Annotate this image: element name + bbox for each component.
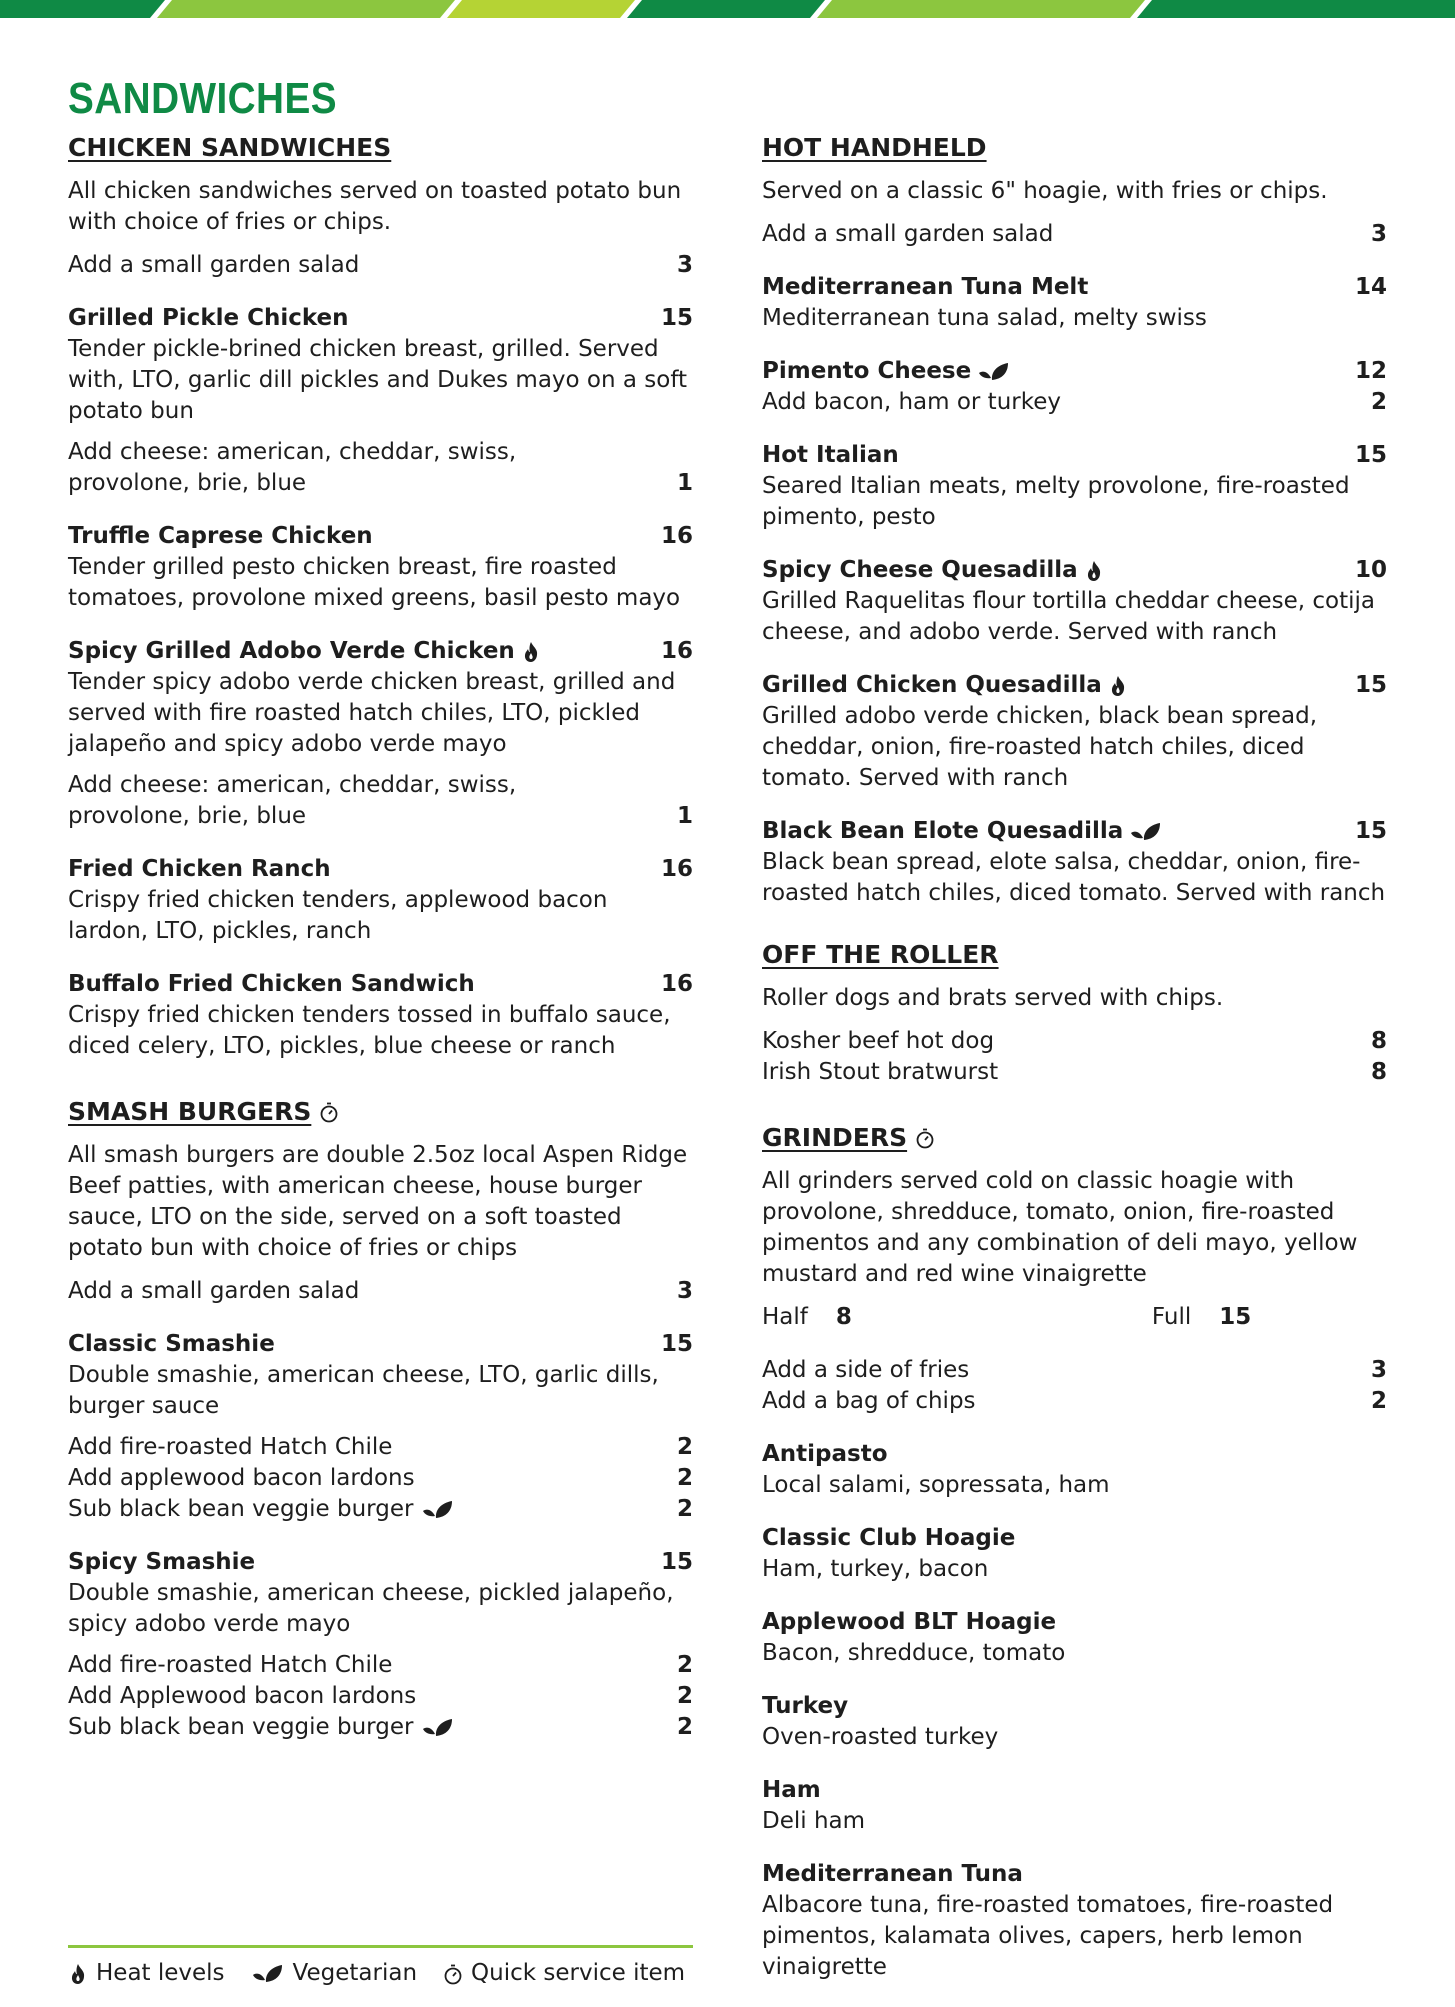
- item-price: 15: [660, 305, 693, 331]
- item-description: Black bean spread, elote salsa, cheddar, onion, fire-roasted hatch chiles, diced tomato. Served with ranch: [762, 849, 1386, 906]
- section-intro: All smash burgers are double 2.5oz local Aspen Ridge Beef patties, with american cheese, house burger sauce, LTO on the side, served on a soft toasted potato bun with choice of fries or chips: [68, 1142, 688, 1261]
- item-description: Deli ham: [762, 1808, 866, 1834]
- menu-item: [68, 1547, 693, 1743]
- section-intro: Roller dogs and brats served with chips.: [762, 985, 1224, 1011]
- menu-item: [762, 816, 1387, 909]
- item-name: Grilled Pickle Chicken: [68, 305, 349, 331]
- item-price: 15: [1354, 442, 1387, 468]
- item-description: Tender grilled pesto chicken breast, fire roasted tomatoes, provolone mixed greens, basil pesto mayo: [68, 554, 681, 611]
- menu-item: [762, 1859, 1387, 1983]
- item-description: Albacore tuna, fire-roasted tomatoes, fire-roasted pimentos, kalamata olives, capers, herb lemon vinaigrette: [762, 1892, 1334, 1980]
- menu-item: [762, 1691, 1387, 1753]
- section-grinders: [762, 1122, 1387, 1983]
- item-description: Tender pickle-brined chicken breast, grilled. Served with, LTO, garlic dill pickles and Dukes mayo on a soft potato bun: [68, 336, 688, 424]
- item-description: Crispy fried chicken tenders tossed in buffalo sauce, diced celery, LTO, pickles, blue cheese or ranch: [68, 1002, 671, 1059]
- menu-item: [68, 1329, 693, 1525]
- item-name: Ham: [762, 1777, 821, 1803]
- salad-addon: Add a small garden salad 3: [68, 1278, 693, 1304]
- item-price: 12: [1354, 358, 1387, 384]
- right-column: [762, 132, 1387, 2007]
- item-description: Crispy fried chicken tenders, applewood bacon lardon, LTO, pickles, ranch: [68, 887, 608, 944]
- item-name: Spicy Grilled Adobo Verde Chicken: [68, 638, 515, 664]
- item-description: Local salami, sopressata, ham: [762, 1472, 1110, 1498]
- section-smash-burgers: [68, 1096, 693, 1743]
- item-description: Grilled adobo verde chicken, black bean spread, cheddar, onion, fire-roasted hatch chiles, diced tomato. Served with ranch: [762, 703, 1318, 791]
- item-name: Pimento Cheese: [762, 358, 972, 384]
- item-name: Classic Smashie: [68, 1331, 275, 1357]
- section-heading: CHICKEN SANDWICHES: [68, 133, 392, 162]
- size-prices: Half 8 Full 15: [762, 1304, 1252, 1330]
- leaf-icon: [421, 1717, 455, 1739]
- item-name: Black Bean Elote Quesadilla: [762, 818, 1124, 844]
- item-description: Ham, turkey, bacon: [762, 1556, 989, 1582]
- stopwatch-icon: [915, 1127, 935, 1149]
- legend-vegetarian-label: Vegetarian: [292, 1960, 418, 1986]
- item-name: Applewood BLT Hoagie: [762, 1609, 1057, 1635]
- menu-item: [762, 1775, 1387, 1837]
- menu-item: [68, 854, 693, 947]
- item-name: Mediterranean Tuna: [762, 1861, 1023, 1887]
- list-item: Kosher beef hot dog 8: [762, 1028, 1387, 1054]
- cheese-addon: Add cheese: american, cheddar, swiss, provolone, brie, blue 1: [68, 439, 693, 496]
- item-name: Spicy Smashie: [68, 1549, 256, 1575]
- item-description: Double smashie, american cheese, pickled jalapeño, spicy adobo verde mayo: [68, 1580, 674, 1637]
- item-description: Oven-roasted turkey: [762, 1724, 999, 1750]
- item-price: 10: [1354, 557, 1387, 583]
- menu-item: [68, 636, 693, 832]
- flame-icon: [1084, 560, 1104, 582]
- item-name: Hot Italian: [762, 442, 899, 468]
- addon-list: Add fire-roasted Hatch Chile 2 Add Applewood bacon lardons 2 Sub black bean veggie burger 2: [68, 1652, 693, 1740]
- item-price: 14: [1354, 274, 1387, 300]
- leaf-icon: [251, 1963, 285, 1985]
- menu-item: [762, 272, 1387, 334]
- item-price: 16: [660, 971, 693, 997]
- section-intro: Served on a classic 6" hoagie, with fries or chips.: [762, 178, 1328, 204]
- item-description: Double smashie, american cheese, LTO, garlic dills, burger sauce: [68, 1362, 659, 1419]
- menu-item: [762, 440, 1387, 533]
- stopwatch-icon: [319, 1101, 339, 1123]
- item-price: 16: [660, 638, 693, 664]
- item-name: Mediterranean Tuna Melt: [762, 274, 1089, 300]
- left-column: [68, 132, 693, 1767]
- icon-legend: [68, 1958, 685, 1989]
- item-name: Grilled Chicken Quesadilla: [762, 672, 1102, 698]
- section-heading: SMASH BURGERS: [68, 1096, 693, 1128]
- menu-item: [762, 555, 1387, 648]
- menu-item: [762, 1607, 1387, 1669]
- menu-item: [762, 356, 1387, 418]
- item-description: Grilled Raquelitas flour tortilla cheddar cheese, cotija cheese, and adobo verde. Served with ranch: [762, 588, 1375, 645]
- flame-icon: [1108, 675, 1128, 697]
- section-off-the-roller: [762, 939, 1387, 1088]
- legend-divider: [68, 1945, 693, 1948]
- menu-item: [762, 1523, 1387, 1585]
- item-description: Bacon, shredduce, tomato: [762, 1640, 1066, 1666]
- flame-icon: [68, 1963, 88, 1985]
- item-name: Turkey: [762, 1693, 849, 1719]
- section-hot-handheld: [762, 132, 1387, 909]
- item-price: 15: [1354, 672, 1387, 698]
- item-name: Fried Chicken Ranch: [68, 856, 331, 882]
- section-intro: All grinders served cold on classic hoagie with provolone, shredduce, tomato, onion, fire-roasted pimentos and any combination of deli mayo, yellow mustard and red wine vinaigrette: [762, 1168, 1358, 1287]
- item-name: Buffalo Fried Chicken Sandwich: [68, 971, 475, 997]
- page-title: SANDWICHES: [68, 74, 338, 123]
- menu-item: [68, 521, 693, 614]
- item-price: 16: [660, 856, 693, 882]
- legend-quick-label: Quick service item: [471, 1960, 686, 1986]
- section-chicken-sandwiches: [68, 132, 693, 1062]
- item-description: Add bacon, ham or turkey 2: [762, 389, 1387, 415]
- item-price: 16: [660, 523, 693, 549]
- list-item: Irish Stout bratwurst 8: [762, 1059, 1387, 1085]
- item-price: 15: [660, 1549, 693, 1575]
- item-price: 15: [1354, 818, 1387, 844]
- item-name: Spicy Cheese Quesadilla: [762, 557, 1078, 583]
- item-name: Truffle Caprese Chicken: [68, 523, 373, 549]
- section-intro: All chicken sandwiches served on toasted potato bun with choice of fries or chips.: [68, 178, 682, 235]
- menu-item: [762, 670, 1387, 794]
- item-description: Mediterranean tuna salad, melty swiss: [762, 305, 1207, 331]
- menu-item: [68, 303, 693, 499]
- item-name: Antipasto: [762, 1441, 888, 1467]
- top-stripe-bar: [0, 0, 1455, 18]
- menu-item: [762, 1439, 1387, 1501]
- salad-addon: Add a small garden salad 3: [762, 221, 1387, 247]
- legend-heat-label: Heat levels: [96, 1960, 225, 1986]
- flame-icon: [521, 641, 541, 663]
- salad-addon: Add a small garden salad 3: [68, 252, 693, 278]
- item-name: Classic Club Hoagie: [762, 1525, 1016, 1551]
- addon-list: Add fire-roasted Hatch Chile 2 Add applewood bacon lardons 2 Sub black bean veggie burger 2: [68, 1434, 693, 1522]
- leaf-icon: [1129, 821, 1163, 843]
- section-heading: GRINDERS: [762, 1122, 1387, 1154]
- section-heading: OFF THE ROLLER: [762, 940, 999, 969]
- leaf-icon: [421, 1499, 455, 1521]
- side-addons: Add a side of fries 3 Add a bag of chips 2: [762, 1357, 1387, 1414]
- leaf-icon: [977, 361, 1011, 383]
- item-description: Tender spicy adobo verde chicken breast, grilled and served with fire roasted hatch chiles, LTO, pickled jalapeño and spicy adobo verde mayo: [68, 669, 676, 757]
- item-price: 15: [660, 1331, 693, 1357]
- item-description: Seared Italian meats, melty provolone, fire-roasted pimento, pesto: [762, 473, 1350, 530]
- cheese-addon: Add cheese: american, cheddar, swiss, provolone, brie, blue 1: [68, 772, 693, 829]
- stopwatch-icon: [443, 1963, 463, 1985]
- menu-item: [68, 969, 693, 1062]
- section-heading: HOT HANDHELD: [762, 133, 987, 162]
